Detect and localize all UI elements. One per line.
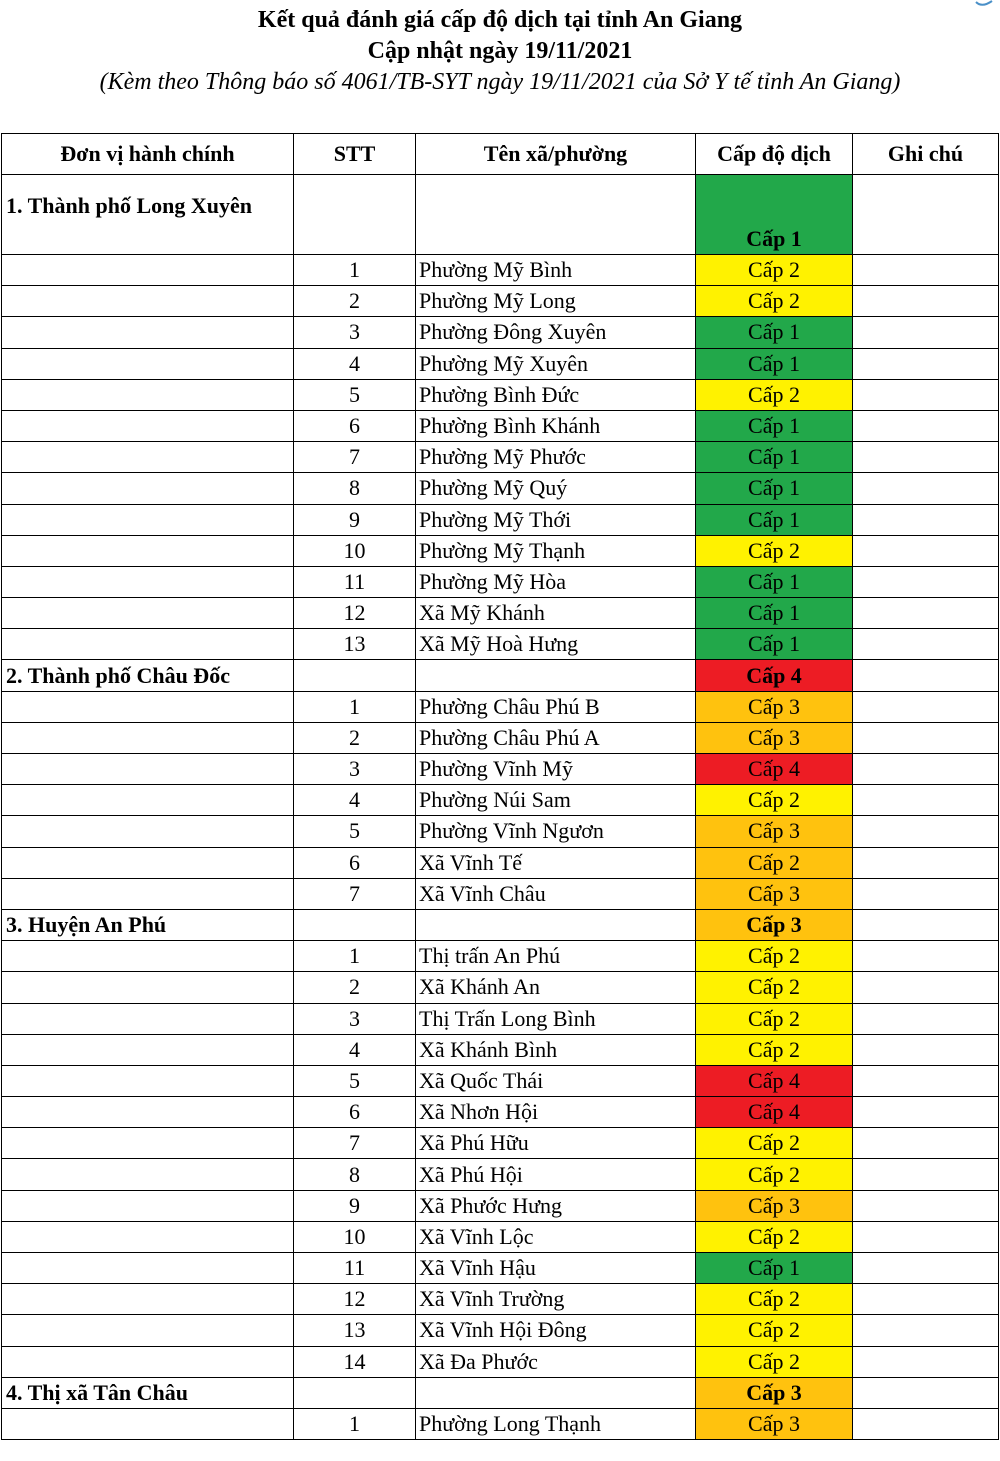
- table-row: [2, 878, 999, 909]
- unit-name: [2, 379, 294, 410]
- note-cell: [853, 691, 999, 722]
- level-badge: Cấp 3: [696, 1408, 853, 1439]
- unit-name: [2, 847, 294, 878]
- level-badge: Cấp 4: [696, 1097, 853, 1128]
- stt-cell: 1: [294, 255, 416, 286]
- table-row: [2, 410, 999, 441]
- table-body: [2, 175, 999, 1440]
- note-cell: [853, 847, 999, 878]
- level-badge: Cấp 2: [696, 941, 853, 972]
- stt-cell: 1: [294, 1408, 416, 1439]
- note-cell: [853, 286, 999, 317]
- ward-name: Phường Long Thạnh: [416, 1408, 696, 1439]
- stt-cell: 2: [294, 972, 416, 1003]
- unit-name: [2, 255, 294, 286]
- column-header-note: Ghi chú: [853, 134, 999, 175]
- column-header-name: Tên xã/phường: [416, 134, 696, 175]
- note-cell: [853, 1065, 999, 1096]
- unit-name: [2, 473, 294, 504]
- ward-name: Xã Vĩnh Tế: [416, 847, 696, 878]
- ward-name: Xã Nhơn Hội: [416, 1097, 696, 1128]
- ward-name: Phường Núi Sam: [416, 785, 696, 816]
- note-cell: [853, 816, 999, 847]
- unit-name: [2, 1034, 294, 1065]
- table-row: [2, 1221, 999, 1252]
- level-badge: Cấp 2: [696, 972, 853, 1003]
- table-row: [2, 629, 999, 660]
- note-cell: [853, 1128, 999, 1159]
- ward-name: Phường Châu Phú A: [416, 722, 696, 753]
- note-cell: [853, 255, 999, 286]
- table-row: [2, 941, 999, 972]
- note-cell: [853, 1097, 999, 1128]
- note-cell: [853, 1346, 999, 1377]
- stt-cell: 4: [294, 348, 416, 379]
- table-row: [2, 598, 999, 629]
- note-cell: [853, 535, 999, 566]
- ward-name: Xã Mỹ Khánh: [416, 598, 696, 629]
- table-row: [2, 442, 999, 473]
- page-title: Kết quả đánh giá cấp độ dịch tại tỉnh An Giang: [257, 7, 743, 33]
- level-badge: Cấp 2: [696, 286, 853, 317]
- table-row: [2, 1346, 999, 1377]
- stt-cell: 6: [294, 847, 416, 878]
- level-badge: Cấp 2: [696, 1159, 853, 1190]
- ward-name: Phường Mỹ Thạnh: [416, 535, 696, 566]
- ward-name: Xã Phú Hội: [416, 1159, 696, 1190]
- stt-cell: 8: [294, 473, 416, 504]
- table-row: [2, 722, 999, 753]
- unit-name: [2, 878, 294, 909]
- table-row: [2, 972, 999, 1003]
- stt-cell: 5: [294, 816, 416, 847]
- level-badge: Cấp 4: [696, 754, 853, 785]
- unit-name: [2, 1253, 294, 1284]
- level-badge: Cấp 2: [696, 1315, 853, 1346]
- note-cell: [853, 410, 999, 441]
- ward-name: Phường Châu Phú B: [416, 691, 696, 722]
- table-row: [2, 1190, 999, 1221]
- note-cell: [853, 1284, 999, 1315]
- note-cell: [853, 660, 999, 691]
- unit-name: 4. Thị xã Tân Châu: [2, 1377, 294, 1408]
- ward-name: Phường Mỹ Xuyên: [416, 348, 696, 379]
- ward-name: Phường Mỹ Hòa: [416, 566, 696, 597]
- document-header: [0, 0, 1000, 98]
- unit-name: [2, 504, 294, 535]
- unit-name: [2, 535, 294, 566]
- ward-name: Xã Vĩnh Hội Đông: [416, 1315, 696, 1346]
- level-badge: Cấp 3: [696, 878, 853, 909]
- note-cell: [853, 722, 999, 753]
- unit-name: [2, 317, 294, 348]
- table-row: [2, 1408, 999, 1439]
- stt-cell: [294, 1377, 416, 1408]
- unit-name: [2, 566, 294, 597]
- reference-note: (Kèm theo Thông báo số 4061/TB-SYT ngày 19/11/2021 của Sở Y tế tỉnh An Giang): [99, 69, 901, 95]
- stt-cell: 4: [294, 1034, 416, 1065]
- level-badge: Cấp 4: [696, 660, 853, 691]
- note-cell: [853, 878, 999, 909]
- unit-name: [2, 785, 294, 816]
- stt-cell: 2: [294, 286, 416, 317]
- unit-name: [2, 1284, 294, 1315]
- level-badge: Cấp 2: [696, 1003, 853, 1034]
- unit-name: 1. Thành phố Long Xuyên: [2, 175, 294, 255]
- ward-name: Phường Bình Đức: [416, 379, 696, 410]
- table-row: [2, 1159, 999, 1190]
- unit-name: [2, 442, 294, 473]
- stt-cell: 9: [294, 1190, 416, 1221]
- note-cell: [853, 1253, 999, 1284]
- level-badge: Cấp 1: [696, 504, 853, 535]
- unit-name: 3. Huyện An Phú: [2, 909, 294, 940]
- stt-cell: 12: [294, 598, 416, 629]
- column-header-level: Cấp độ dịch: [696, 134, 853, 175]
- note-cell: [853, 1159, 999, 1190]
- level-badge: Cấp 3: [696, 691, 853, 722]
- note-cell: [853, 1315, 999, 1346]
- stt-cell: 7: [294, 442, 416, 473]
- table-row: [2, 785, 999, 816]
- ward-name: Xã Mỹ Hoà Hưng: [416, 629, 696, 660]
- stt-cell: 1: [294, 941, 416, 972]
- ward-name: Xã Khánh An: [416, 972, 696, 1003]
- level-badge: Cấp 4: [696, 1065, 853, 1096]
- unit-name: [2, 1346, 294, 1377]
- note-cell: [853, 909, 999, 940]
- level-badge: Cấp 3: [696, 1377, 853, 1408]
- note-cell: [853, 1221, 999, 1252]
- level-badge: Cấp 1: [696, 348, 853, 379]
- unit-name: [2, 1408, 294, 1439]
- note-cell: [853, 348, 999, 379]
- table-row: [2, 1128, 999, 1159]
- note-cell: [853, 1408, 999, 1439]
- stt-cell: [294, 660, 416, 691]
- stt-cell: [294, 909, 416, 940]
- ward-name: Xã Khánh Bình: [416, 1034, 696, 1065]
- column-header-stt: STT: [294, 134, 416, 175]
- note-cell: [853, 754, 999, 785]
- unit-name: [2, 598, 294, 629]
- ward-name: Phường Vĩnh Mỹ: [416, 754, 696, 785]
- stt-cell: 6: [294, 410, 416, 441]
- stt-cell: 13: [294, 629, 416, 660]
- table-row: [2, 754, 999, 785]
- corner-logo-fragment-icon: [974, 0, 994, 8]
- table-row: [2, 1065, 999, 1096]
- note-cell: [853, 1003, 999, 1034]
- level-badge: Cấp 2: [696, 535, 853, 566]
- level-badge: Cấp 1: [696, 629, 853, 660]
- table-row: [2, 1284, 999, 1315]
- unit-name: [2, 410, 294, 441]
- note-cell: [853, 941, 999, 972]
- table-row: [2, 379, 999, 410]
- ward-name: Xã Vĩnh Trường: [416, 1284, 696, 1315]
- stt-cell: 3: [294, 317, 416, 348]
- note-cell: [853, 1190, 999, 1221]
- table-row: [2, 286, 999, 317]
- ward-name: Phường Mỹ Long: [416, 286, 696, 317]
- note-cell: [853, 504, 999, 535]
- group-row: [2, 1377, 999, 1408]
- level-badge: Cấp 2: [696, 1284, 853, 1315]
- ward-name: [416, 660, 696, 691]
- stt-cell: 2: [294, 722, 416, 753]
- table-row: [2, 691, 999, 722]
- stt-cell: 8: [294, 1159, 416, 1190]
- table-row: [2, 348, 999, 379]
- table-row: [2, 847, 999, 878]
- ward-name: Phường Mỹ Bình: [416, 255, 696, 286]
- stt-cell: 9: [294, 504, 416, 535]
- ward-name: Xã Quốc Thái: [416, 1065, 696, 1096]
- table-row: [2, 1097, 999, 1128]
- note-cell: [853, 972, 999, 1003]
- note-cell: [853, 1034, 999, 1065]
- unit-name: 2. Thành phố Châu Đốc: [2, 660, 294, 691]
- stt-cell: 6: [294, 1097, 416, 1128]
- level-badge: Cấp 1: [696, 566, 853, 597]
- table-row: [2, 535, 999, 566]
- unit-name: [2, 1097, 294, 1128]
- note-cell: [853, 442, 999, 473]
- group-row: [2, 660, 999, 691]
- level-badge: Cấp 2: [696, 1221, 853, 1252]
- level-badge: Cấp 2: [696, 1034, 853, 1065]
- stt-cell: 10: [294, 535, 416, 566]
- note-cell: [853, 1377, 999, 1408]
- note-cell: [853, 379, 999, 410]
- table-row: [2, 566, 999, 597]
- level-badge: Cấp 1: [696, 598, 853, 629]
- stt-cell: 7: [294, 1128, 416, 1159]
- stt-cell: 14: [294, 1346, 416, 1377]
- unit-name: [2, 972, 294, 1003]
- unit-name: [2, 816, 294, 847]
- update-date: Cập nhật ngày 19/11/2021: [367, 38, 633, 64]
- ward-name: Thị Trấn Long Bình: [416, 1003, 696, 1034]
- unit-name: [2, 722, 294, 753]
- level-badge: Cấp 1: [696, 1253, 853, 1284]
- table-row: [2, 1315, 999, 1346]
- note-cell: [853, 317, 999, 348]
- note-cell: [853, 785, 999, 816]
- stt-cell: 7: [294, 878, 416, 909]
- unit-name: [2, 286, 294, 317]
- note-cell: [853, 598, 999, 629]
- ward-name: [416, 1377, 696, 1408]
- ward-name: [416, 909, 696, 940]
- ward-name: Xã Phú Hữu: [416, 1128, 696, 1159]
- table-row: [2, 255, 999, 286]
- ward-name: Phường Đông Xuyên: [416, 317, 696, 348]
- level-badge: Cấp 2: [696, 847, 853, 878]
- stt-cell: 10: [294, 1221, 416, 1252]
- stt-cell: [294, 175, 416, 255]
- unit-name: [2, 1221, 294, 1252]
- table-header-row: [2, 134, 999, 175]
- ward-name: Xã Vĩnh Châu: [416, 878, 696, 909]
- table-row: [2, 317, 999, 348]
- stt-cell: 11: [294, 1253, 416, 1284]
- stt-cell: 11: [294, 566, 416, 597]
- ward-name: Xã Vĩnh Lộc: [416, 1221, 696, 1252]
- stt-cell: 4: [294, 785, 416, 816]
- stt-cell: 3: [294, 754, 416, 785]
- unit-name: [2, 1065, 294, 1096]
- stt-cell: 1: [294, 691, 416, 722]
- table-row: [2, 473, 999, 504]
- ward-name: Phường Mỹ Thới: [416, 504, 696, 535]
- ward-name: Thị trấn An Phú: [416, 941, 696, 972]
- unit-name: [2, 1128, 294, 1159]
- note-cell: [853, 566, 999, 597]
- ward-name: Phường Vĩnh Ngươn: [416, 816, 696, 847]
- group-row: [2, 909, 999, 940]
- stt-cell: 5: [294, 379, 416, 410]
- stt-cell: 12: [294, 1284, 416, 1315]
- unit-name: [2, 941, 294, 972]
- ward-name: Phường Bình Khánh: [416, 410, 696, 441]
- unit-name: [2, 1190, 294, 1221]
- group-row: [2, 175, 999, 255]
- table-row: [2, 816, 999, 847]
- note-cell: [853, 629, 999, 660]
- table-row: [2, 504, 999, 535]
- level-badge: Cấp 3: [696, 909, 853, 940]
- unit-name: [2, 691, 294, 722]
- note-cell: [853, 473, 999, 504]
- level-badge: Cấp 3: [696, 722, 853, 753]
- stt-cell: 5: [294, 1065, 416, 1096]
- level-badge: Cấp 1: [696, 473, 853, 504]
- level-badge: Cấp 1: [696, 410, 853, 441]
- level-badge: Cấp 1: [696, 442, 853, 473]
- level-badge: Cấp 3: [696, 816, 853, 847]
- ward-name: Phường Mỹ Phước: [416, 442, 696, 473]
- level-badge: Cấp 1: [696, 317, 853, 348]
- ward-name: Xã Phước Hưng: [416, 1190, 696, 1221]
- level-badge: Cấp 2: [696, 379, 853, 410]
- ward-name: Xã Vĩnh Hậu: [416, 1253, 696, 1284]
- level-badge: Cấp 2: [696, 785, 853, 816]
- level-badge: Cấp 2: [696, 1346, 853, 1377]
- stt-cell: 13: [294, 1315, 416, 1346]
- table-row: [2, 1253, 999, 1284]
- level-badge: Cấp 3: [696, 1190, 853, 1221]
- stt-cell: 3: [294, 1003, 416, 1034]
- unit-name: [2, 348, 294, 379]
- ward-name: [416, 175, 696, 255]
- unit-name: [2, 754, 294, 785]
- level-badge: Cấp 2: [696, 255, 853, 286]
- epidemic-level-table: [1, 133, 999, 1440]
- level-badge: Cấp 1: [696, 175, 853, 255]
- unit-name: [2, 629, 294, 660]
- table-row: [2, 1034, 999, 1065]
- ward-name: Xã Đa Phước: [416, 1346, 696, 1377]
- unit-name: [2, 1003, 294, 1034]
- ward-name: Phường Mỹ Quý: [416, 473, 696, 504]
- note-cell: [853, 175, 999, 255]
- column-header-unit: Đơn vị hành chính: [2, 134, 294, 175]
- unit-name: [2, 1159, 294, 1190]
- table-row: [2, 1003, 999, 1034]
- unit-name: [2, 1315, 294, 1346]
- level-badge: Cấp 2: [696, 1128, 853, 1159]
